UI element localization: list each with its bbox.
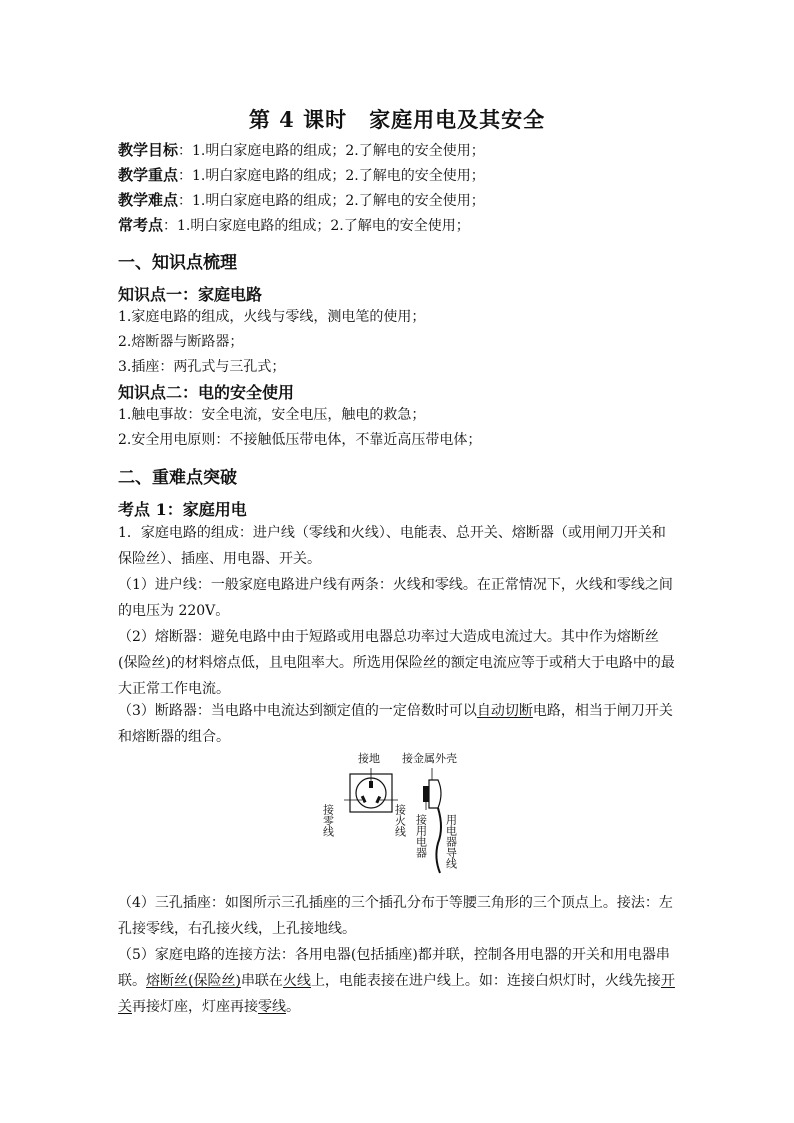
kp1-item: 2.熔断器与断路器； [118, 334, 244, 350]
exam-point-heading: 考点 1：家庭用电 [118, 500, 247, 519]
exam-point-label: 常考点 [118, 216, 164, 234]
exam-point-line [118, 215, 470, 236]
plug-pins [423, 786, 429, 802]
shell-label: 接金属外壳 [402, 752, 457, 765]
section1-heading: 一、知识点梳理 [118, 253, 237, 273]
difficulty-label: 教学难点 [118, 191, 179, 209]
underlined-term: 火线 [282, 973, 311, 989]
exam-point-text: ：1.明白家庭电路的组成；2.了解电的安全使用； [163, 218, 470, 234]
kp2-item: 1.触电事故：安全电流，安全电压，触电的救急； [118, 407, 426, 423]
paragraph-service-wires: （1）进户线：一般家庭电路进户线有两条：火线和零线。在正常情况下，火线和零线之间的电压为 220V。 [118, 577, 673, 619]
kp1-item: 3.插座：两孔式与三孔式； [118, 359, 286, 375]
kp1-heading: 知识点一：家庭电路 [118, 285, 263, 304]
text-run: 电路，相当于闸刀开关和熔断器的组合。 [118, 703, 673, 745]
plug-body [429, 780, 441, 808]
difficulty-text: ：1.明白家庭电路的组成；2.了解电的安全使用； [178, 193, 485, 209]
three-pin-socket-figure [320, 748, 480, 883]
socket-diagram [320, 748, 480, 883]
paragraph-composition: 1．家庭电路的组成：进户线（零线和火线）、电能表、总开关、熔断器（或用闸刀开关和保险丝）、插座、用电器、开关。 [118, 525, 666, 567]
underlined-term: 熔断丝(保险丝) [146, 973, 241, 989]
paragraph-breaker [118, 698, 678, 750]
page-title: 第 4 课时 家庭用电及其安全 [248, 107, 546, 132]
objective-line [118, 140, 485, 161]
underlined-term: 开关 [118, 973, 675, 1015]
paragraph-three-pin-socket: （4）三孔插座：如图所示三孔插座的三个插孔分布于等腰三角形的三个顶点上。接法：左孔接零线，右孔接火线，上孔接地线。 [118, 895, 673, 937]
underlined-term: 零线 [258, 999, 286, 1015]
key-point-label: 教学重点 [118, 166, 179, 184]
ground-label: 接地 [358, 752, 380, 765]
paragraph-wiring-method [118, 942, 678, 1020]
paragraph-fuse: （2）熔断器：避免电路中由于短路或用电器总功率过大造成电流过大。其中作为熔断丝(保险丝)的材料熔点低，且电阻率大。所选用保险丝的额定电流应等于或稍大于电路中的最大正常工作电流。 [118, 629, 675, 697]
neutral-label: 接零线 [321, 804, 335, 837]
underlined-term: 自动切断 [476, 703, 533, 719]
text-run: （3）断路器：当电路中电流达到额定值的一定倍数时可以 [118, 703, 477, 719]
text-run: 再接灯座，灯座再接 [132, 999, 258, 1015]
live-label: 接火线 [393, 804, 407, 837]
appliance-label: 接用电器 [414, 814, 428, 858]
text-run: 。 [286, 999, 300, 1015]
ground-hole [369, 781, 373, 788]
difficulty-line [118, 190, 485, 211]
objective-label: 教学目标 [118, 141, 179, 159]
text-run: 串联在 [240, 973, 283, 989]
kp1-item: 1.家庭电路的组成，火线与零线，测电笔的使用； [118, 309, 426, 325]
text-run: （5）家庭电路的连接方法：各用电器(包括插座)都并联，控制各用电器的开关和用电器串联。 [118, 947, 670, 989]
wire-label: 用电器导线 [444, 814, 458, 869]
text-run: 上，电能表接在进户线上。如：连接白炽灯时，火线先接 [310, 973, 661, 989]
appliance-cord [436, 808, 441, 873]
kp2-item: 2.安全用电原则：不接触低压带电体，不靠近高压带电体； [118, 432, 482, 448]
kp2-heading: 知识点二：电的安全使用 [118, 383, 295, 402]
objective-text: ：1.明白家庭电路的组成；2.了解电的安全使用； [178, 143, 485, 159]
key-point-text: ：1.明白家庭电路的组成；2.了解电的安全使用； [178, 168, 485, 184]
section2-heading: 二、重难点突破 [118, 468, 237, 488]
key-point-line [118, 165, 485, 186]
